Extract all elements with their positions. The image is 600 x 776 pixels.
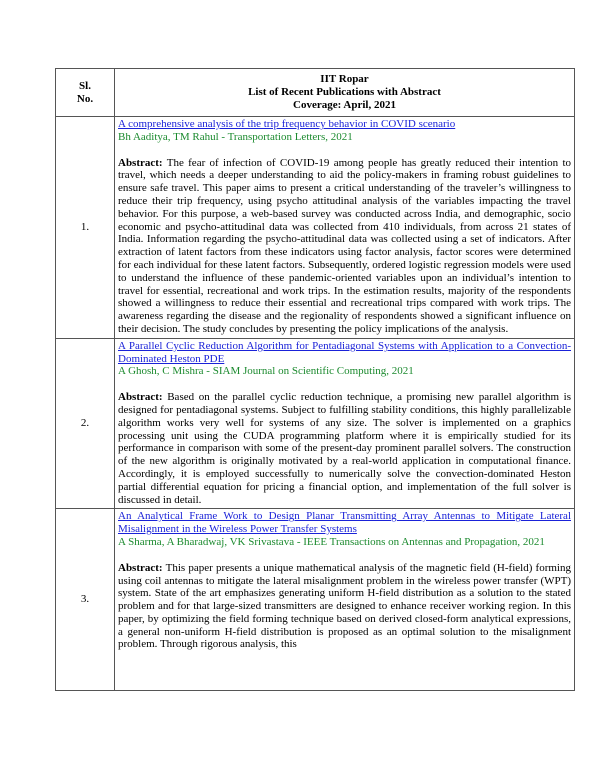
publication-row [56, 117, 575, 339]
publication-title-link[interactable]: An Analytical Frame Work to Design Planar Transmitting Array Antennas to Mitigate Lateral Misalignment in the Wireless Power Transfer Systems [118, 510, 571, 536]
publication-content [115, 509, 575, 691]
abstract-text: The fear of infection of COVID-19 among people has greatly reduced their intention to travel, which needs a deeper understanding to aid the policy-makers in framing robust guidelines to ensure safe travel. This paper aims to present a critical understanding of the traveler’s willingness to reduce their trip frequency, using psycho attitudinal analysis of the variables impacting the travel behavior. For this purpose, a web-based survey was conducted across India, and demographic, socio economic and psycho-attitudinal data was collected from 410 individuals, from across 21 states of India. Information regarding the psycho-attitudinal data was collected using a set of indicators. After extraction of latent factors from these indicators using factor analysis, factor scores were determined for each individual for these latent factors. Subsequently, ordered logistic regression models were used to understand the influence of these pandemic-oriented variables upon an individual’s intention to travel for essential, recreational and work trips. In the estimation results, majority of the respondents showed a willingness to reduce their essential and recreational trips compared with work trips. The awareness regarding the disease and the regionality of respondents showed a significant influence on their decision. The study concludes by presenting the policy implications of the analysis. [118, 156, 571, 335]
abstract-label: Abstract: [118, 561, 163, 574]
publication-row [56, 338, 575, 509]
publication-number: 3. [56, 509, 115, 691]
publication-abstract [118, 562, 571, 652]
publication-content [115, 117, 575, 339]
publication-authors: A Ghosh, C Mishra - SIAM Journal on Scientific Computing, 2021 [118, 365, 414, 378]
abstract-text: This paper presents a unique mathematical analysis of the magnetic field (H-field) forming using coil antennas to mitigate the lateral misalignment problem in the wireless power transfer (WPT) system. State of the art emphasizes generating uniform H-field distribution as a solution to the stated problem and for that large-sized transmitters are designed to enhance receiver working region. In this paper, by optimizing the field forming technique based on derived closed-form analytical expressions, a general non-uniform H-field distribution is proposed as an optimal solution to the misalignment problem. Through rigorous analysis, this [118, 561, 571, 651]
no-label: No. [76, 92, 94, 105]
coverage-label: Coverage: April, 2021 [293, 99, 396, 111]
publication-title-link[interactable]: A comprehensive analysis of the trip frequency behavior in COVID scenario [118, 118, 456, 130]
list-header [115, 69, 575, 117]
list-title: List of Recent Publications with Abstract [248, 86, 441, 98]
table-header-row [56, 69, 575, 117]
institute-name: IIT Ropar [320, 73, 369, 85]
publication-number: 1. [56, 117, 115, 339]
abstract-label: Abstract: [118, 391, 163, 404]
publication-title-link[interactable]: A Parallel Cyclic Reduction Algorithm for Pentadiagonal Systems with Application to a Convection-Dominated Heston PDE [118, 339, 571, 365]
publication-content [115, 338, 575, 509]
publication-abstract [118, 391, 571, 506]
publication-row [56, 509, 575, 691]
publication-number: 2. [56, 338, 115, 509]
abstract-text: Based on the parallel cyclic reduction technique, a promising new parallel algorithm is designed for pentadiagonal systems. Subject to fulfilling stability conditions, this highly parallelizable algorithm works very well for systems of any size. The solver is implemented on a graphics processing unit using the CUDA programming platform where it is empirically studied for its performance in comparison with some of the present-day prominent parallel solvers. The construction of the new algorithm is originally motivated by a real-world application in computational finance. Accordingly, it is employed successfully to numerically solve the convection-dominated Heston partial differential equation for pricing a financial option, and implementation of the full solver is discussed in detail. [118, 391, 572, 506]
publications-table [55, 68, 575, 691]
publication-authors: Bh Aaditya, TM Rahul - Transportation Letters, 2021 [118, 130, 353, 143]
publication-authors: A Sharma, A Bharadwaj, VK Srivastava - IEEE Transactions on Antennas and Propagation, 2021 [118, 535, 545, 548]
abstract-label: Abstract: [118, 156, 163, 169]
publication-abstract [118, 157, 571, 336]
serial-number-header [56, 69, 115, 117]
sl-label: Sl. [79, 79, 91, 92]
